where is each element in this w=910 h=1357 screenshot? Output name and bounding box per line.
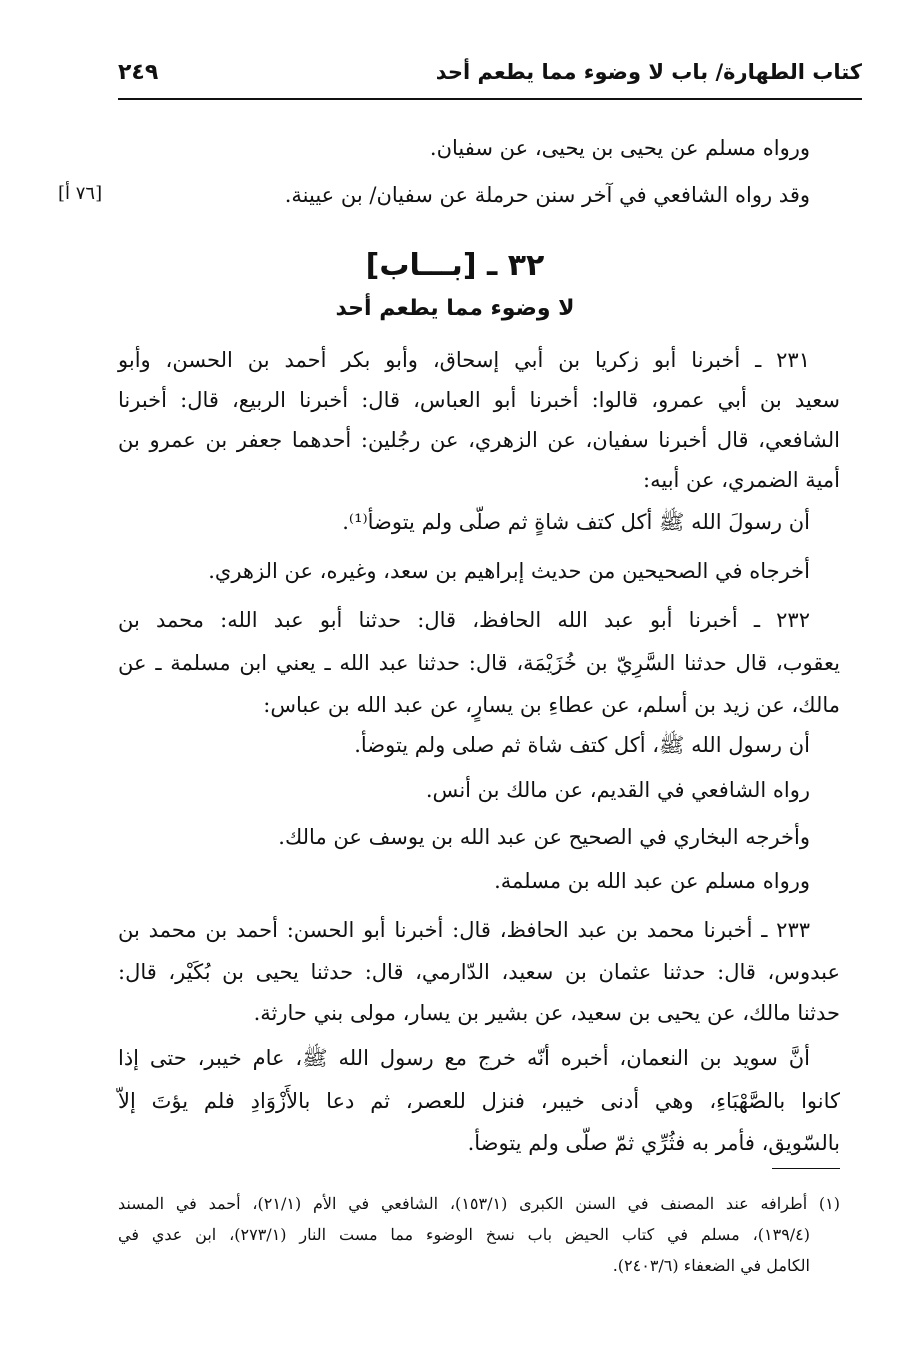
hadith-233-line: عبدوس، قال: حدثنا عثمان بن سعيد، الدّارمي، قال: حدثنا يحيى بن بُكَيْر، قال: [118, 960, 840, 984]
hadith-232-matn: أن رسول الله ﷺ، أكل كتف شاة ثم صلى ولم يتوضأ. [354, 733, 810, 757]
text-line: وقد رواه الشافعي في آخر سنن حرملة عن سفيان/ بن عيينة. [284, 183, 810, 207]
takhrij-line: رواه الشافعي في القديم، عن مالك بن أنس. [425, 778, 810, 802]
hadith-233-matn: بالسّويق، فأمر به فثُرِّي ثمّ صلّى ولم يتوضأ. [467, 1131, 840, 1155]
page-header [118, 58, 862, 100]
hadith-231-matn: أن رسولَ الله ﷺ أكل كتف شاةٍ ثم صلّى ولم يتوضأ⁽¹⁾. [342, 510, 810, 534]
hadith-232-line: يعقوب، قال حدثنا السَّرِيّ بن خُزَيْمَة، قال: حدثنا عبد الله ـ يعني ابن مسلمة ـ عن [118, 651, 840, 675]
takhrij-line: أخرجاه في الصحيحين من حديث إبراهيم بن سعد، وغيره، عن الزهري. [208, 559, 810, 583]
footnote-line: (١٣٩/٤)، مسلم في كتاب الحيض باب نسخ الوضوء مما مست النار (٢٧٣/١)، ابن عدي في [118, 1225, 811, 1244]
footnote-line: الكامل في الضعفاء (٢٤٠٣/٦). [612, 1256, 810, 1275]
hadith-231-line: الشافعي، قال أخبرنا سفيان، عن الزهري، عن رجُلين: أحدهما جعفر بن عمرو بن [118, 428, 840, 452]
hadith-232-line: ٢٣٢ ـ أخبرنا أبو عبد الله الحافظ، قال: حدثنا أبو عبد الله: محمد بن [118, 608, 810, 632]
running-title: كتاب الطهارة/ باب لا وضوء مما يطعم أحد [435, 60, 862, 84]
takhrij-line: ورواه مسلم عن عبد الله بن مسلمة. [494, 869, 810, 893]
manuscript-folio-ref: [٧٦ أ] [58, 183, 103, 204]
hadith-233-line: حدثنا مالك، عن يحيى بن سعيد، عن بشير بن يسار، مولى بني حارثة. [253, 1001, 840, 1025]
hadith-231-line: ٢٣١ ـ أخبرنا أبو زكريا بن أبي إسحاق، وأبو بكر أحمد بن الحسن، وأبو [118, 348, 810, 372]
hadith-233-matn: كانوا بالصَّهْبَاءِ، وهي أدنى خيبر، فنزل للعصر، ثم دعا بالأَزْوَادِ فلم يؤتَ إلاّ [118, 1089, 840, 1113]
hadith-233-line: ٢٣٣ ـ أخبرنا محمد بن عبد الحافظ، قال: أخبرنا أبو الحسن: أحمد بن محمد بن [118, 918, 811, 942]
hadith-231-line: سعيد بن أبي عمرو، قالوا: أخبرنا أبو العباس، قال: أخبرنا الربيع، قال: أخبرنا [118, 388, 840, 412]
text-line: ورواه مسلم عن يحيى بن يحيى، عن سفيان. [429, 136, 810, 160]
page-number: ٢٤٩ [118, 60, 159, 85]
footnote-line: (١) أطرافه عند المصنف في السنن الكبرى (١٥٣/١)، الشافعي في الأم (٢١/١)، أحمد في المسند [118, 1194, 841, 1213]
chapter-heading: ٣٢ ـ [بـــاب] [365, 248, 545, 283]
hadith-232-line: مالك، عن زيد بن أسلم، عن عطاءِ بن يسارٍ، عن عبد الله بن عباس: [263, 693, 840, 717]
hadith-233-matn: أنَّ سويد بن النعمان، أخبره أنّه خرج مع رسول الله ﷺ، عام خيبر، حتى إذا [118, 1046, 810, 1070]
takhrij-line: وأخرجه البخاري في الصحيح عن عبد الله بن يوسف عن مالك. [278, 825, 810, 849]
chapter-subtitle: لا وضوء مما يطعم أحد [335, 296, 575, 321]
footnote-divider [772, 1168, 840, 1169]
hadith-231-line: أمية الضمري، عن أبيه: [643, 468, 840, 492]
